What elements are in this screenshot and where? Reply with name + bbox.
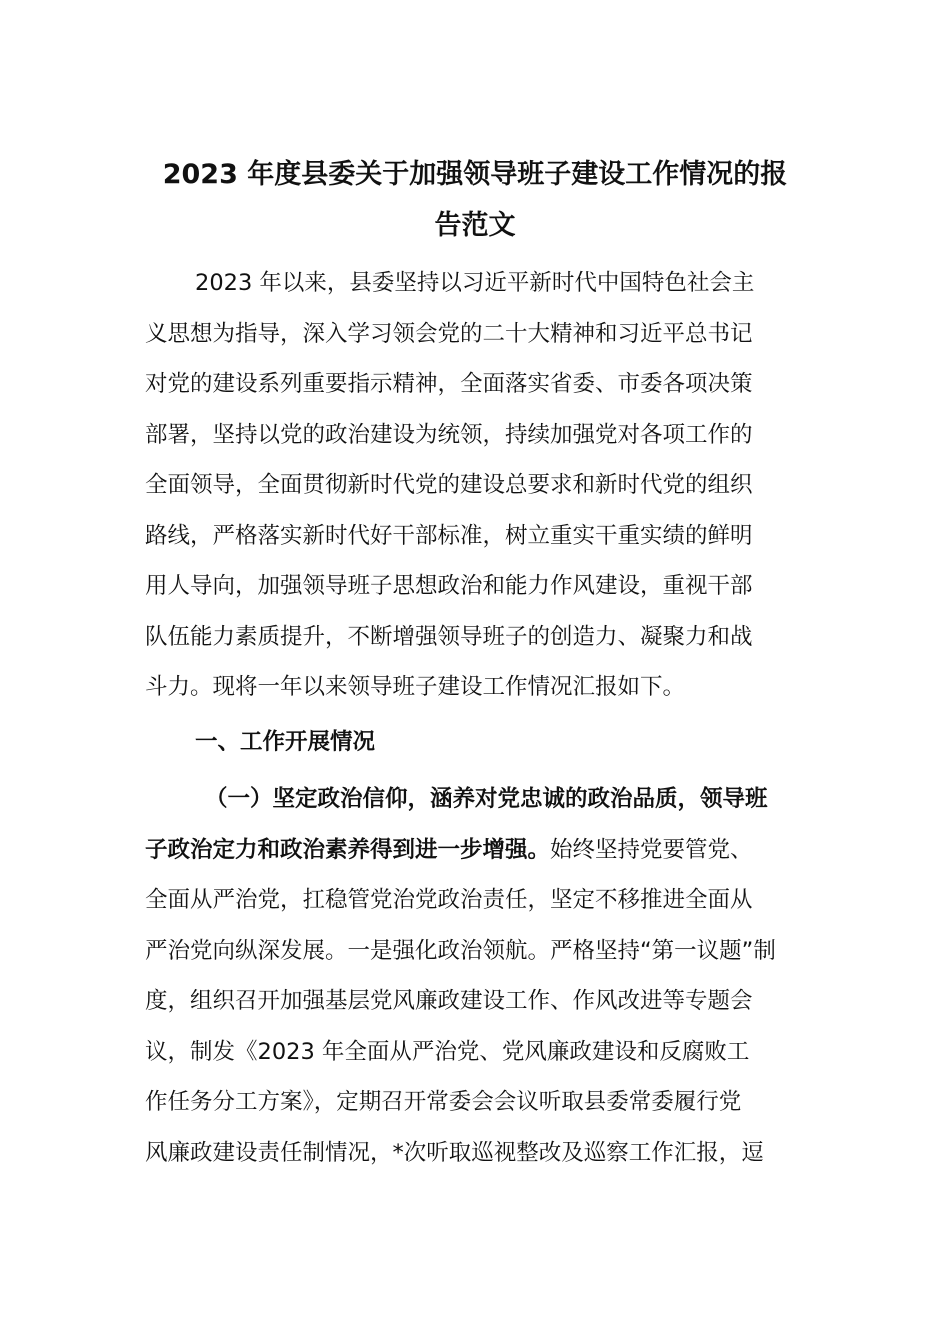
subsection-1-line: 全面从严治党，扛稳管党治党政治责任，坚定不移推进全面从 bbox=[145, 887, 753, 913]
subsection-1-line-2-rest: 始终坚持党要管党、 bbox=[550, 836, 753, 863]
intro-line: 2023 年以来，县委坚持以习近平新时代中国特色社会主 bbox=[195, 270, 755, 296]
title-line-2: 告范文 bbox=[434, 209, 516, 241]
title-line-1: 2023 年度县委关于加强领导班子建设工作情况的报 bbox=[162, 159, 788, 190]
subsection-1-heading-line-1: （一）坚定政治信仰，涵养对党忠诚的政治品质，领导班 bbox=[205, 786, 768, 812]
intro-line: 路线，严格落实新时代好干部标准，树立重实干重实绩的鲜明 bbox=[145, 522, 753, 549]
intro-line: 斗力。现将一年以来领导班子建设工作情况汇报如下。 bbox=[145, 674, 686, 700]
intro-line: 用人导向，加强领导班子思想政治和能力作风建设，重视干部 bbox=[145, 573, 753, 599]
subsection-1-line: 度，组织召开加强基层党风廉政建设工作、作风改进等专题会 bbox=[145, 988, 753, 1014]
subsection-1-line: 风廉政建设责任制情况，*次听取巡视整改及巡察工作汇报，逗 bbox=[145, 1139, 764, 1166]
intro-line: 队伍能力素质提升，不断增强领导班子的创造力、凝聚力和战 bbox=[145, 623, 753, 650]
intro-line: 对党的建设系列重要指示精神，全面落实省委、市委各项决策 bbox=[145, 371, 753, 397]
subsection-1-line: 作任务分工方案》，定期召开常委会会议听取县委常委履行党 bbox=[145, 1089, 742, 1115]
subsection-1-line: 议，制发《2023 年全面从严治党、党风廉政建设和反腐败工 bbox=[145, 1038, 750, 1065]
subsection-1-line: 严治党向纵深发展。一是强化政治领航。严格坚持“第一议题”制 bbox=[145, 937, 776, 964]
subsection-1-paragraph bbox=[145, 774, 810, 1178]
intro-paragraph bbox=[145, 258, 810, 713]
section-1-heading-block bbox=[145, 717, 810, 768]
subsection-1-line-2 bbox=[145, 825, 810, 876]
intro-line: 部署，坚持以党的政治建设为统领，持续加强党对各项工作的 bbox=[145, 421, 753, 448]
subsection-1-heading-line-2: 子政治定力和政治素养得到进一步增强。 bbox=[145, 836, 551, 863]
document-title bbox=[130, 150, 820, 251]
section-1-heading: 一、工作开展情况 bbox=[195, 729, 376, 755]
intro-line: 义思想为指导，深入学习领会党的二十大精神和习近平总书记 bbox=[145, 320, 753, 347]
intro-line: 全面领导，全面贯彻新时代党的建设总要求和新时代党的组织 bbox=[145, 472, 753, 498]
